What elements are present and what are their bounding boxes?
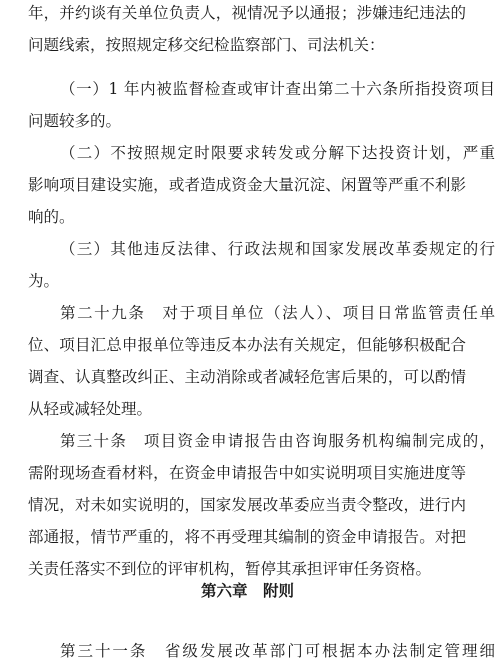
article-30-line-2: 需附现场查看材料，在资金申请报告中如实说明项目实施进度等 [28, 464, 466, 482]
article-29-line-2: 位、项目汇总申报单位等违反本办法有关规定，但能够积极配合 [28, 336, 466, 354]
article-30-line-1: 第三十条 项目资金申请报告由咨询服务机构编制完成的， [60, 432, 495, 450]
text-line-7: 响的。 [28, 208, 75, 226]
text-line-8: （三）其他违反法律、行政法规和国家发展改革委规定的行 [60, 240, 495, 258]
chapter-heading: 第六章 附则 [200, 582, 294, 600]
article-31-line-1: 第三十一条 省级发展改革部门可根据本办法制定管理细 [60, 642, 495, 660]
text-line-5: （二）不按照规定时限要求转发或分解下达投资计划，严重 [60, 144, 495, 162]
article-29-line-4: 从轻或减轻处理。 [28, 400, 153, 418]
text-line-6: 影响项目建设实施，或者造成资金大量沉淀、闲置等严重不利影 [28, 176, 466, 194]
article-29-line-3: 调查、认真整改纠正、主动消除或者减轻危害后果的，可以酌情 [28, 368, 466, 386]
text-line-1: 年，并约谈有关单位负责人，视情况予以通报；涉嫌违纪违法的 [28, 4, 466, 22]
article-30-line-5: 关责任落实不到位的评审机构，暂停其承担评审任务资格。 [28, 560, 432, 578]
text-line-2: 问题线索，按照规定移交纪检监察部门、司法机关： [28, 36, 385, 54]
text-line-4: 问题较多的。 [28, 112, 122, 130]
article-30-line-4: 部通报，情节严重的，将不再受理其编制的资金申请报告。对把 [28, 528, 466, 546]
article-30-line-3: 情况，对未如实说明的，国家发展改革委应当责令整改，进行内 [28, 496, 466, 514]
text-line-9: 为。 [28, 272, 60, 290]
article-29-line-1: 第二十九条 对于项目单位（法人）、项目日常监管责任单 [60, 304, 495, 322]
text-line-3: （一）1 年内被监督检查或审计查出第二十六条所指投资项目 [60, 80, 495, 98]
